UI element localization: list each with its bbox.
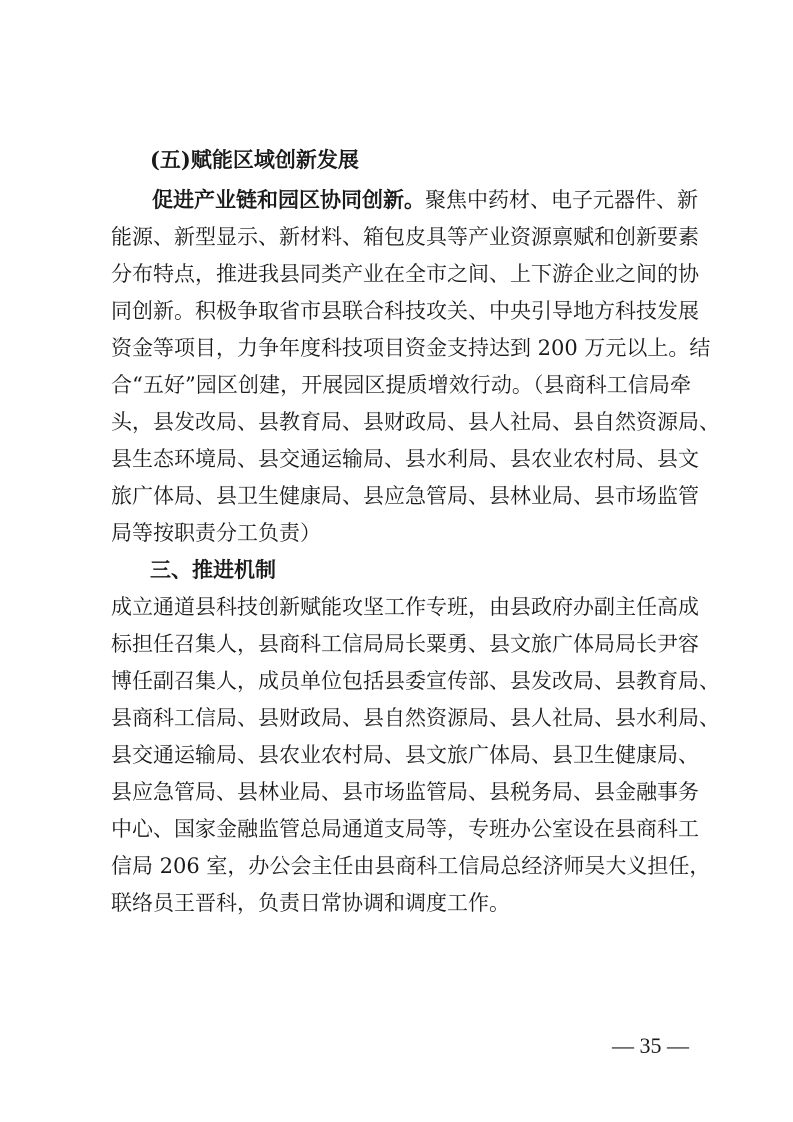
paragraph-line: 博任副召集人，成员单位包括县委宣传部、县发改局、县教育局、 <box>111 669 720 693</box>
paragraph-line: 旅广体局、县卫生健康局、县应急管局、县林业局、县市场监管 <box>111 484 699 508</box>
paragraph-line: 县交通运输局、县农业农村局、县文旅广体局、县卫生健康局、 <box>111 743 699 767</box>
paragraph-line-first <box>152 185 698 215</box>
paragraph-text: 聚焦中药材、电子元器件、新 <box>425 188 698 212</box>
paragraph-line: 分布特点，推进我县同类产业在全市之间、上下游企业之间的协 <box>111 262 699 286</box>
paragraph-line: 资金等项目，力争年度科技项目资金支持达到 200 万元以上。结 <box>111 336 711 360</box>
paragraph-line: 标担任召集人，县商科工信局局长粟勇、县文旅广体局局长尹容 <box>111 632 699 656</box>
paragraph-line: 能源、新型显示、新材料、箱包皮具等产业资源禀赋和创新要素 <box>111 225 699 249</box>
paragraph-line: 信局 206 室，办公会主任由县商科工信局总经济师吴大义担任， <box>111 854 711 878</box>
paragraph-line: 头，县发改局、县教育局、县财政局、县人社局、县自然资源局、 <box>111 410 720 434</box>
paragraph-line: 局等按职责分工负责） <box>111 521 321 545</box>
paragraph-line: 合“五好”园区创建，开展园区提质增效行动。（县商科工信局牵 <box>111 373 691 397</box>
section-heading-3: 三、推进机制 <box>150 557 276 582</box>
paragraph-line: 成立通道县科技创新赋能攻坚工作专班，由县政府办副主任高成 <box>111 595 699 619</box>
paragraph-line: 县商科工信局、县财政局、县自然资源局、县人社局、县水利局、 <box>111 706 720 730</box>
paragraph-line: 联络员王晋科，负责日常协调和调度工作。 <box>111 891 510 915</box>
paragraph-line: 县生态环境局、县交通运输局、县水利局、县农业农村局、县文 <box>111 447 699 471</box>
section-heading-5: (五)赋能区域创新发展 <box>150 147 359 172</box>
paragraph-line: 中心、国家金融监管总局通道支局等，专班办公室设在县商科工 <box>111 817 699 841</box>
paragraph-lead: 促进产业链和园区协同创新。 <box>152 187 425 212</box>
page-number: — 35 — <box>612 1033 689 1058</box>
paragraph-line: 同创新。积极争取省市县联合科技攻关、中央引导地方科技发展 <box>111 299 699 323</box>
paragraph-line: 县应急管局、县林业局、县市场监管局、县税务局、县金融事务 <box>111 780 699 804</box>
